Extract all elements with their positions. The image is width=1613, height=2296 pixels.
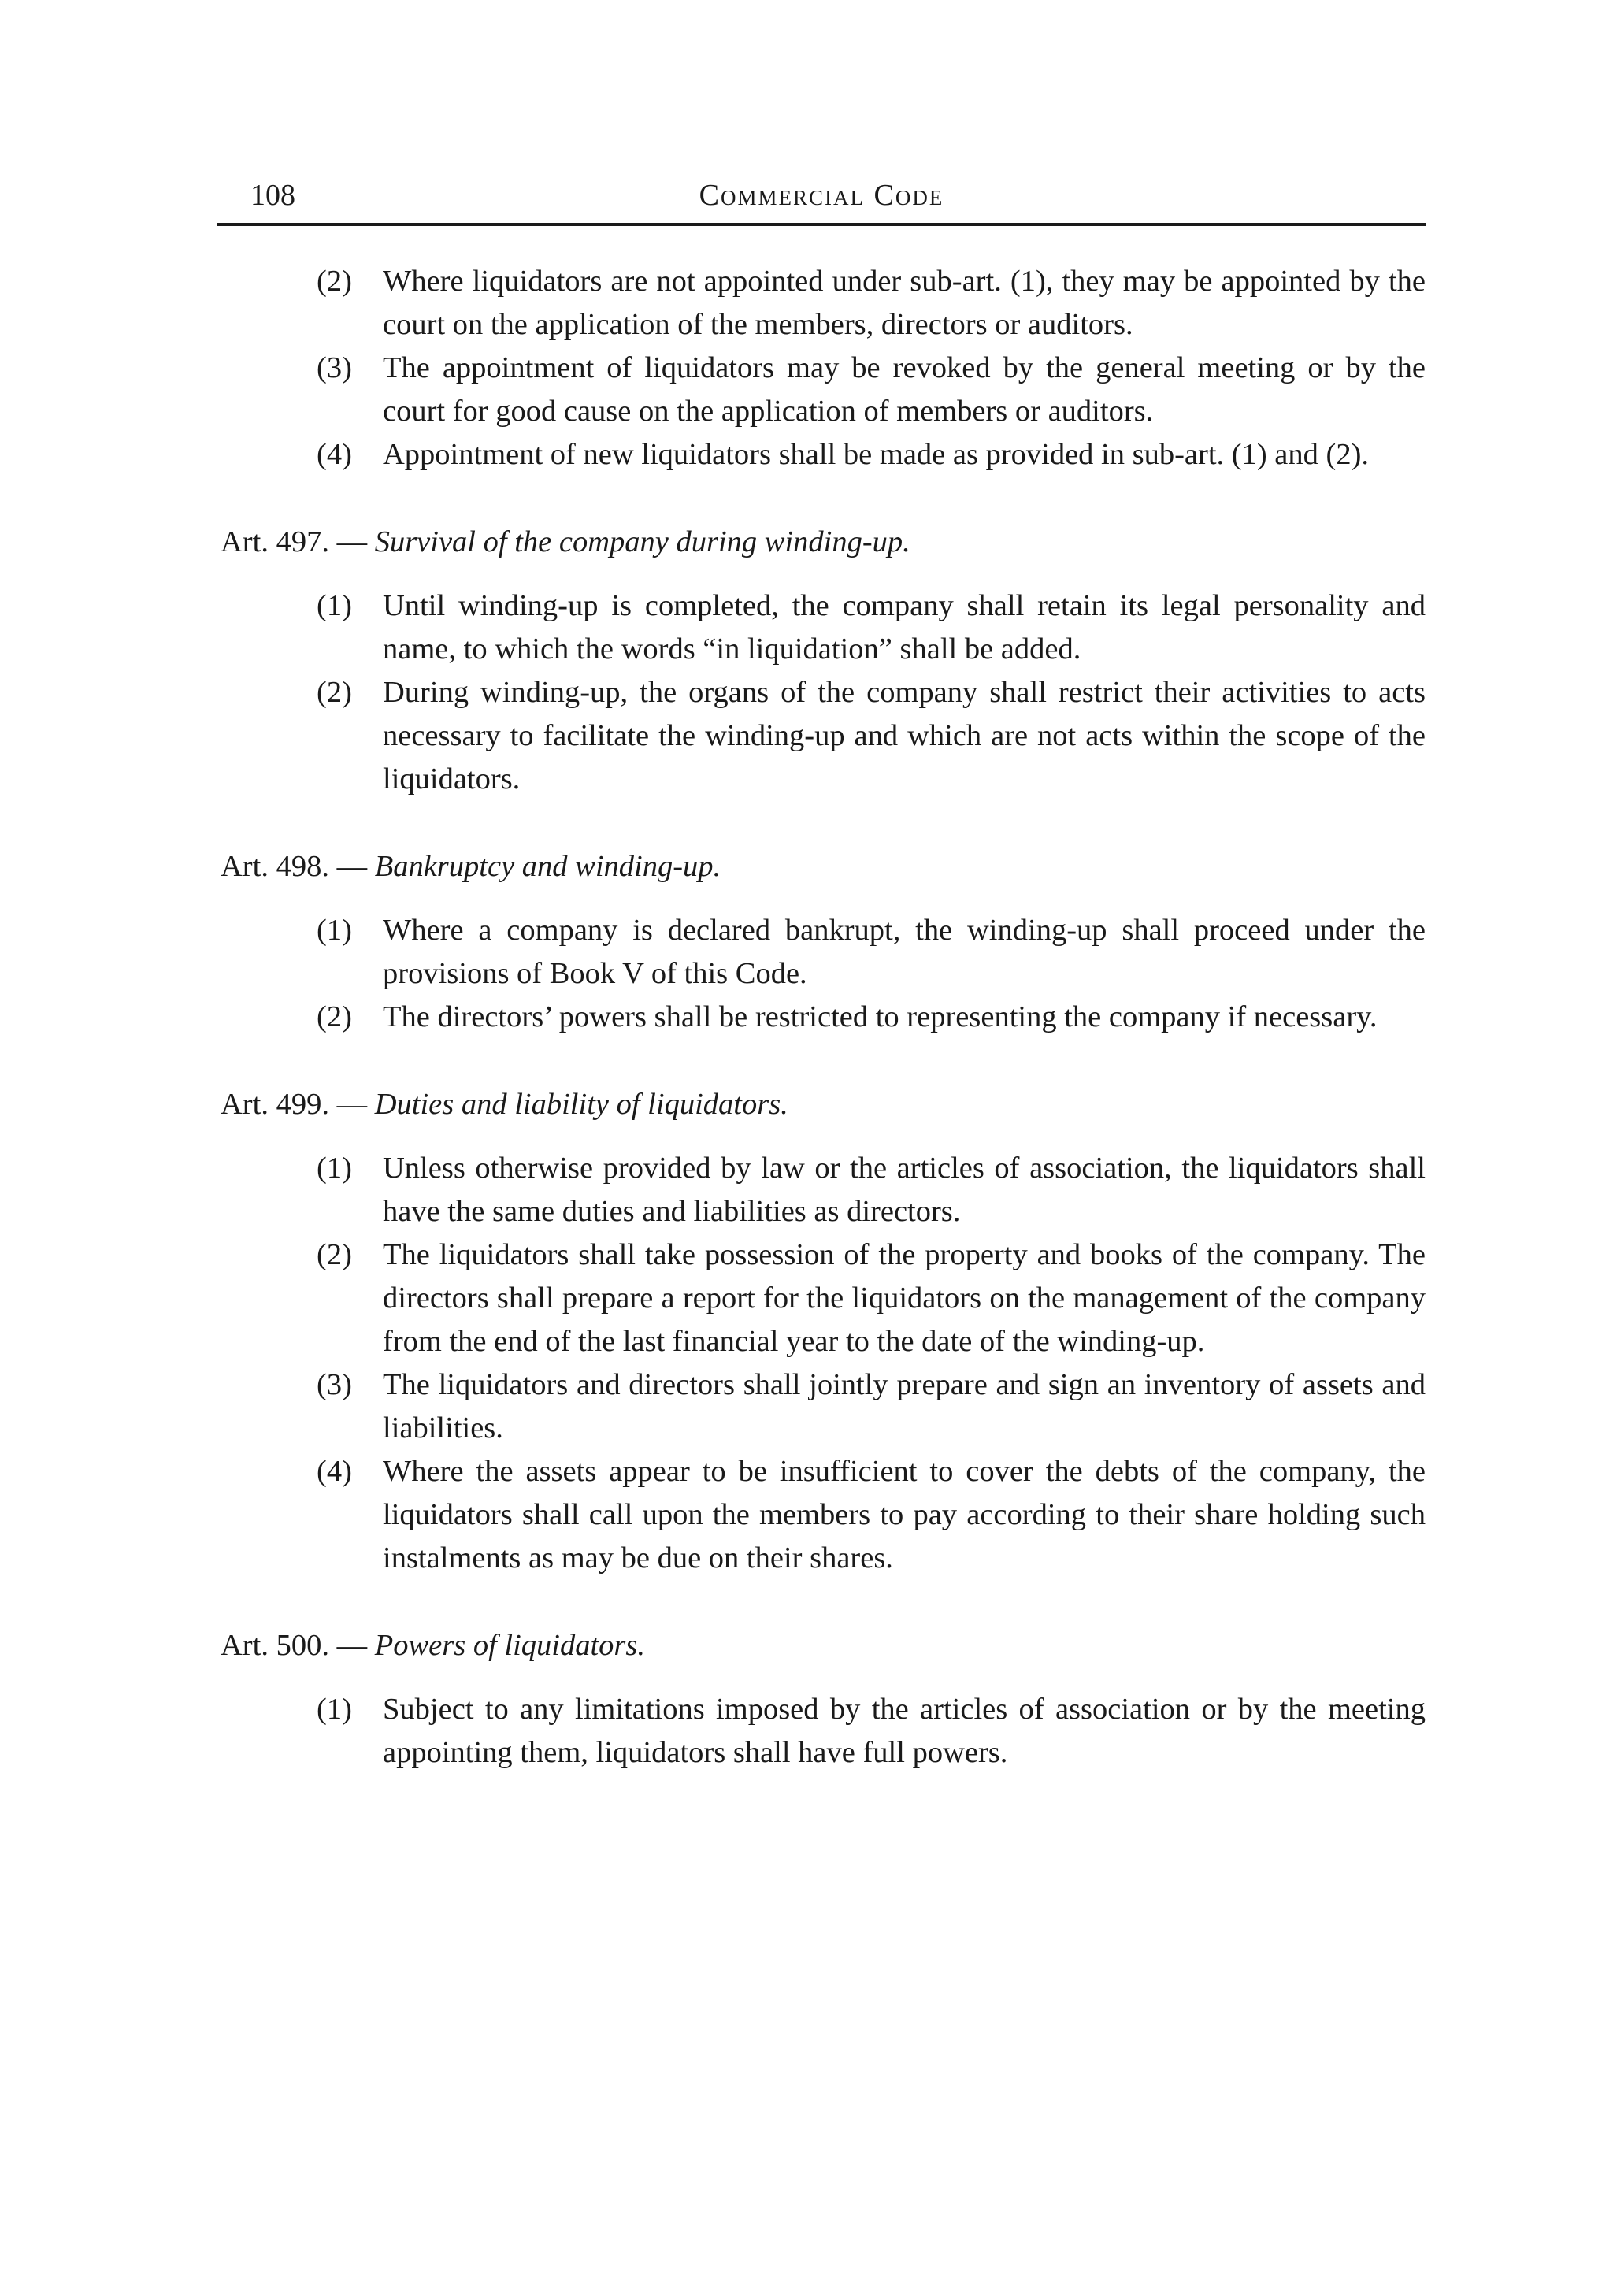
sub-article-number: (1)	[317, 914, 352, 947]
sub-article	[317, 671, 1426, 801]
sub-article	[317, 584, 1426, 671]
page-number: 108	[250, 179, 295, 212]
sub-article	[317, 1450, 1426, 1580]
sub-article-text: The liquidators shall take possession of the property and books of the company. The directors shall prepare a report for the liquidators on the management of the company from the end of the last financial year to the date of the winding-up.	[383, 1238, 1426, 1358]
sub-article	[317, 1363, 1426, 1450]
sub-article-text: Where a company is declared bankrupt, the winding-up shall proceed under the provisions of Book V of this Code.	[383, 914, 1426, 990]
sub-article-number: (3)	[317, 1368, 352, 1401]
sub-article-number: (4)	[317, 1455, 352, 1488]
page-body	[221, 260, 1426, 1775]
intro-paragraph-list	[221, 260, 1426, 477]
article-number: Art. 500. —	[221, 1629, 368, 1662]
sub-article-text: Until winding-up is completed, the company shall retain its legal personality and name, to which the words “in liquidation” shall be added.	[383, 589, 1426, 666]
article-number: Art. 499. —	[221, 1088, 368, 1121]
article-number: Art. 497. —	[221, 525, 368, 558]
sub-article-text: Unless otherwise provided by law or the articles of association, the liquidators shall have the same duties and liabilities as directors.	[383, 1152, 1426, 1228]
sub-article-text: Appointment of new liquidators shall be made as provided in sub-art. (1) and (2).	[383, 438, 1370, 471]
article-title: Powers of liquidators.	[374, 1629, 646, 1662]
page-header	[217, 175, 1426, 222]
article-heading-497	[221, 521, 1426, 564]
article-number: Art. 498. —	[221, 850, 368, 883]
sub-article-number: (2)	[317, 676, 352, 709]
sub-article-number: (2)	[317, 1238, 352, 1271]
sub-article-number: (4)	[317, 438, 352, 471]
article-heading-499	[221, 1083, 1426, 1126]
sub-article-text: During winding-up, the organs of the company shall restrict their activities to acts necessary to facilitate the winding-up and which are not acts within the scope of the liquidators.	[383, 676, 1426, 796]
article-title: Duties and liability of liquidators.	[374, 1088, 788, 1121]
article-heading-500	[221, 1624, 1426, 1667]
sub-article-number: (1)	[317, 1152, 352, 1185]
sub-article	[317, 1233, 1426, 1363]
sub-article-number: (2)	[317, 265, 352, 298]
sub-article-text: The directors’ powers shall be restricted to representing the company if necessary.	[383, 1000, 1378, 1033]
sub-article	[317, 260, 1426, 347]
sub-article-text: Where the assets appear to be insufficient to cover the debts of the company, the liquidators shall call upon the members to pay according to their share holding such instalments as may be due on their shares.	[383, 1455, 1426, 1575]
sub-article	[317, 996, 1426, 1039]
sub-article	[317, 433, 1426, 477]
sub-article-number: (2)	[317, 1000, 352, 1033]
sub-article-text: The appointment of liquidators may be revoked by the general meeting or by the court for good cause on the application of members or auditors.	[383, 351, 1426, 428]
sub-article-text: Subject to any limitations imposed by the articles of association or by the meeting appointing them, liquidators shall have full powers.	[383, 1693, 1426, 1769]
sub-article-text: The liquidators and directors shall jointly prepare and sign an inventory of assets and liabilities.	[383, 1368, 1426, 1445]
sub-article	[317, 1688, 1426, 1775]
sub-article-number: (1)	[317, 589, 352, 622]
sub-article	[317, 909, 1426, 996]
sub-article-number: (3)	[317, 351, 352, 384]
sub-article	[317, 1147, 1426, 1233]
article-title: Survival of the company during winding-up.	[374, 525, 910, 558]
article-title: Bankruptcy and winding-up.	[374, 850, 721, 883]
article-heading-498	[221, 845, 1426, 888]
sub-article-number: (1)	[317, 1693, 352, 1726]
header-rule	[217, 223, 1426, 226]
sub-article	[317, 347, 1426, 433]
sub-article-text: Where liquidators are not appointed under sub-art. (1), they may be appointed by the court on the application of the members, directors or auditors.	[383, 265, 1426, 341]
running-head: Commercial Code	[699, 179, 944, 212]
